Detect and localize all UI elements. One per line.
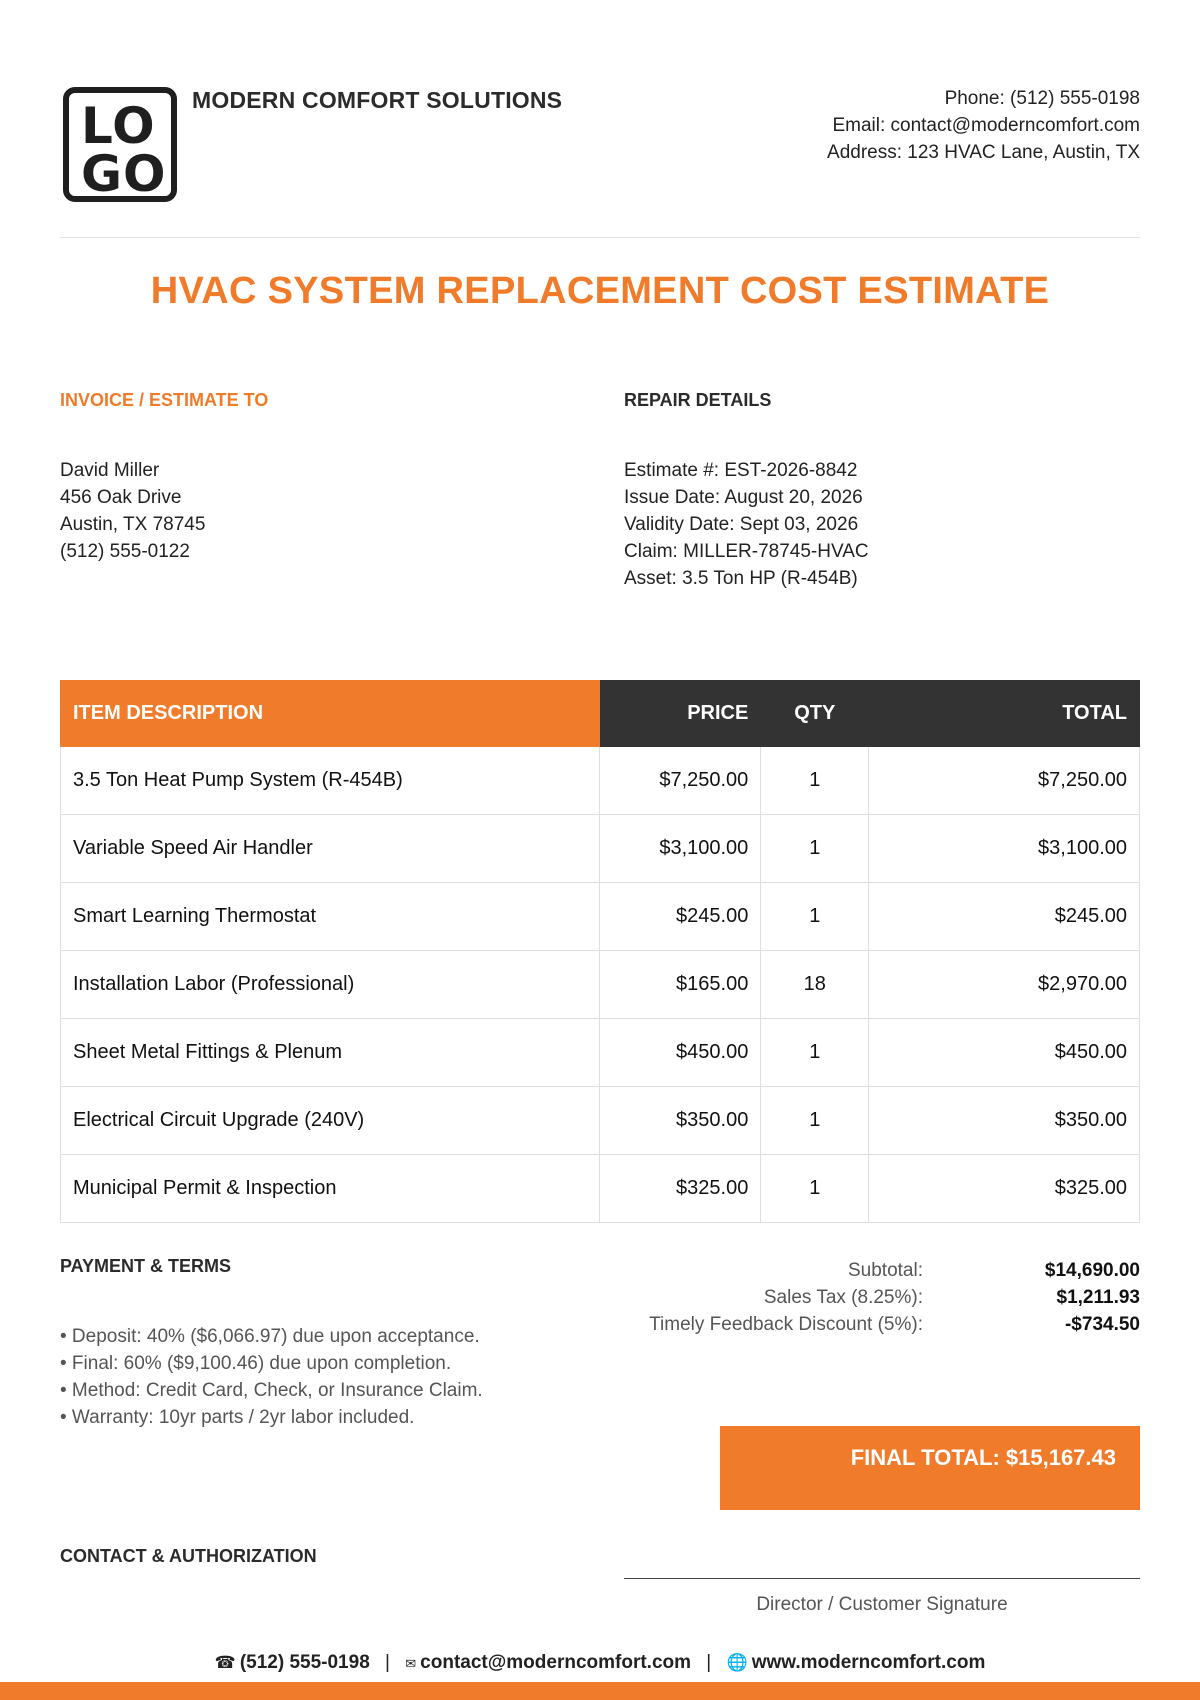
phone-icon: ☎ (214, 1653, 236, 1672)
customer-name: David Miller (60, 460, 160, 481)
customer-street: 456 Oak Drive (60, 487, 182, 508)
footer-phone: (512) 555-0198 (239, 1652, 370, 1673)
table-row (61, 747, 1140, 815)
item-total: $245.00 (869, 883, 1140, 951)
customer-city: Austin, TX 78745 (60, 514, 206, 535)
header-description: ITEM DESCRIPTION (61, 681, 600, 747)
item-qty: 1 (761, 883, 869, 951)
discount-label: Timely Feedback Discount (5%): (649, 1314, 923, 1335)
company-address: Address: 123 HVAC Lane, Austin, TX (827, 142, 1140, 163)
item-price: $325.00 (600, 1155, 761, 1223)
document-title: HVAC SYSTEM REPLACEMENT COST ESTIMATE (150, 270, 1050, 312)
item-total: $325.00 (869, 1155, 1140, 1223)
signature-caption: Director / Customer Signature (756, 1594, 1008, 1615)
item-total: $7,250.00 (869, 747, 1140, 815)
logo-line-2: GO (81, 145, 167, 203)
item-price: $450.00 (600, 1019, 761, 1087)
logo-line-1: LO (81, 97, 156, 155)
customer-phone: (512) 555-0122 (60, 541, 190, 562)
item-description: Municipal Permit & Inspection (61, 1155, 600, 1223)
subtotal-label: Subtotal: (848, 1260, 923, 1281)
company-phone: Phone: (512) 555-0198 (944, 88, 1140, 109)
subtotal-value: $14,690.00 (1044, 1260, 1140, 1281)
signature-line (624, 1578, 1140, 1579)
claim-number: Claim: MILLER-78745-HVAC (624, 541, 869, 562)
authorization-label: CONTACT & AUTHORIZATION (60, 1546, 317, 1566)
bill-to-block (60, 457, 205, 565)
header-divider (60, 237, 1140, 238)
item-qty: 18 (761, 951, 869, 1019)
list-item: • Deposit: 40% ($6,066.97) due upon acceptance. (60, 1326, 480, 1347)
bill-to-label: INVOICE / ESTIMATE TO (60, 390, 269, 410)
repair-details-block (624, 457, 869, 592)
table-row (61, 1019, 1140, 1087)
footer-separator: | (385, 1652, 390, 1673)
item-description: Installation Labor (Professional) (61, 951, 600, 1019)
item-price: $165.00 (600, 951, 761, 1019)
item-price: $7,250.00 (600, 747, 761, 815)
tax-value: $1,211.93 (1056, 1287, 1140, 1308)
item-total: $3,100.00 (869, 815, 1140, 883)
repair-details-label: REPAIR DETAILS (624, 390, 772, 410)
estimate-number: Estimate #: EST-2026-8842 (624, 460, 858, 481)
header-total: TOTAL (869, 681, 1140, 747)
item-qty: 1 (761, 1019, 869, 1087)
final-total-box (720, 1426, 1140, 1510)
list-item: • Method: Credit Card, Check, or Insurance Claim. (60, 1380, 483, 1401)
company-contact (827, 85, 1140, 166)
table-header-row (61, 681, 1140, 747)
totals-labels (649, 1257, 923, 1338)
table-row (61, 1087, 1140, 1155)
company-name: MODERN COMFORT SOLUTIONS (192, 87, 563, 113)
item-total: $2,970.00 (869, 951, 1140, 1019)
item-description: Smart Learning Thermostat (61, 883, 600, 951)
bottom-accent-bar (0, 1682, 1200, 1700)
envelope-icon: ✉ (405, 1656, 417, 1671)
table-row (61, 883, 1140, 951)
payment-terms-list (60, 1323, 483, 1431)
company-email: Email: contact@moderncomfort.com (832, 115, 1140, 136)
item-qty: 1 (761, 747, 869, 815)
item-description: 3.5 Ton Heat Pump System (R-454B) (61, 747, 600, 815)
header (60, 84, 1140, 204)
item-description: Sheet Metal Fittings & Plenum (61, 1019, 600, 1087)
item-price: $350.00 (600, 1087, 761, 1155)
discount-value: -$734.50 (1064, 1314, 1140, 1335)
list-item: • Warranty: 10yr parts / 2yr labor included. (60, 1407, 415, 1428)
list-item: • Final: 60% ($9,100.46) due upon completion. (60, 1353, 452, 1374)
tax-label: Sales Tax (8.25%): (763, 1287, 923, 1308)
validity-date: Validity Date: Sept 03, 2026 (624, 514, 859, 535)
footer-website: www.moderncomfort.com (751, 1652, 986, 1673)
header-price: PRICE (600, 681, 761, 747)
totals-values (1045, 1257, 1140, 1338)
table-row (61, 1155, 1140, 1223)
asset-info: Asset: 3.5 Ton HP (R-454B) (624, 568, 858, 589)
item-qty: 1 (761, 1155, 869, 1223)
table-row (61, 951, 1140, 1019)
header-qty: QTY (761, 681, 869, 747)
item-qty: 1 (761, 1087, 869, 1155)
item-total: $450.00 (869, 1019, 1140, 1087)
globe-icon: 🌐 (726, 1653, 748, 1672)
line-items-table (60, 680, 1140, 1223)
issue-date: Issue Date: August 20, 2026 (624, 487, 863, 508)
payment-terms-label: PAYMENT & TERMS (60, 1256, 232, 1276)
company-logo (63, 87, 177, 202)
table-row (61, 815, 1140, 883)
item-description: Variable Speed Air Handler (61, 815, 600, 883)
footer-email: contact@moderncomfort.com (420, 1652, 692, 1673)
item-qty: 1 (761, 815, 869, 883)
footer-separator: | (706, 1652, 712, 1673)
item-price: $245.00 (600, 883, 761, 951)
item-description: Electrical Circuit Upgrade (240V) (61, 1087, 600, 1155)
item-total: $350.00 (869, 1087, 1140, 1155)
final-total: FINAL TOTAL: $15,167.43 (850, 1445, 1116, 1470)
footer-contact (0, 1652, 1200, 1674)
item-price: $3,100.00 (600, 815, 761, 883)
